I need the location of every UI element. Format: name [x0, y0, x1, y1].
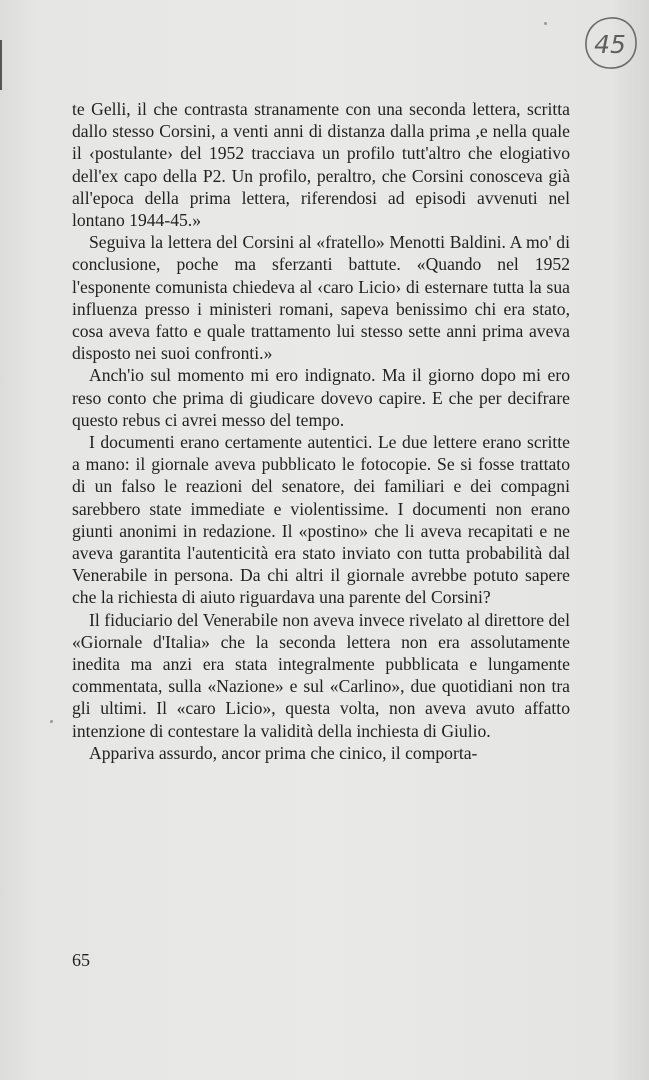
main-text [72, 98, 570, 764]
printed-page-number: 65 [72, 950, 90, 970]
page-edge-mark [0, 40, 2, 90]
paragraph-1: te Gelli, il che contrasta stranamente con una seconda lettera, scritta dallo stesso Corsini, a venti anni di distanza dalla prima ,e nella quale il ‹postulante› del 1952 tracciava un profilo tutt'altro che elogiativo dell'ex capo della P2. Un profilo, peraltro, che Corsini conosceva già all'epoca della prima lettera, riferendosi ad episodi avvenuti nel lontano 1944-45.» [72, 99, 570, 231]
paragraph-6: Appariva assurdo, ancor prima che cinico, il comporta- [89, 742, 478, 763]
handwritten-number-text: 45 [594, 30, 626, 59]
paragraph-4: I documenti erano certamente autentici. Le due lettere erano scritte a mano: il giornale aveva pubblicato le fotocopie. Se si fosse trattato di un falso le reazioni del senatore, dei familiari e dei compagni sarebbero state immediate e violentissime. I documenti non erano giunti anonimi in redazione. Il «postino» che li aveva recapitati e ne aveva garantita l'autenticità era stato inviato con tutta probabilità dal Venerabile in persona. Da chi altri il giornale avrebbe potuto sapere che la richiesta di aiuto riguardava una parente del Corsini? [72, 432, 570, 608]
paper-speck [50, 720, 53, 723]
handwritten-page-number [581, 14, 639, 72]
paragraph-3: Anch'io sul momento mi ero indignato. Ma il giorno dopo mi ero reso conto che prima di giudicare dovevo capire. E che per decifrare questo rebus ci avrei messo del tempo. [72, 365, 570, 430]
paper-speck [544, 22, 547, 25]
paragraph-2: Seguiva la lettera del Corsini al «fratello» Menotti Baldini. A mo' di conclusione, poche ma sferzanti battute. «Quando nel 1952 l'esponente comunista chiedeva al ‹caro Licio› di esternare tutta la sua influenza presso i ministeri romani, sapeva benissimo chi era stato, cosa aveva fatto e quale trattamento lui stesso sette anni prima aveva disposto nei suoi confronti.» [72, 232, 570, 364]
paragraph-5: Il fiduciario del Venerabile non aveva invece rivelato al direttore del «Giornale d'Italia» che la seconda lettera non era assolutamente inedita ma anzi era stata integralmente pubblicata e lungamente commentata, sulla «Nazione» e sul «Carlino», due quotidiani non tra gli ultimi. Il «caro Licio», questa volta, non aveva avuto affatto intenzione di contestare la validità della inchiesta di Giulio. [72, 609, 570, 741]
